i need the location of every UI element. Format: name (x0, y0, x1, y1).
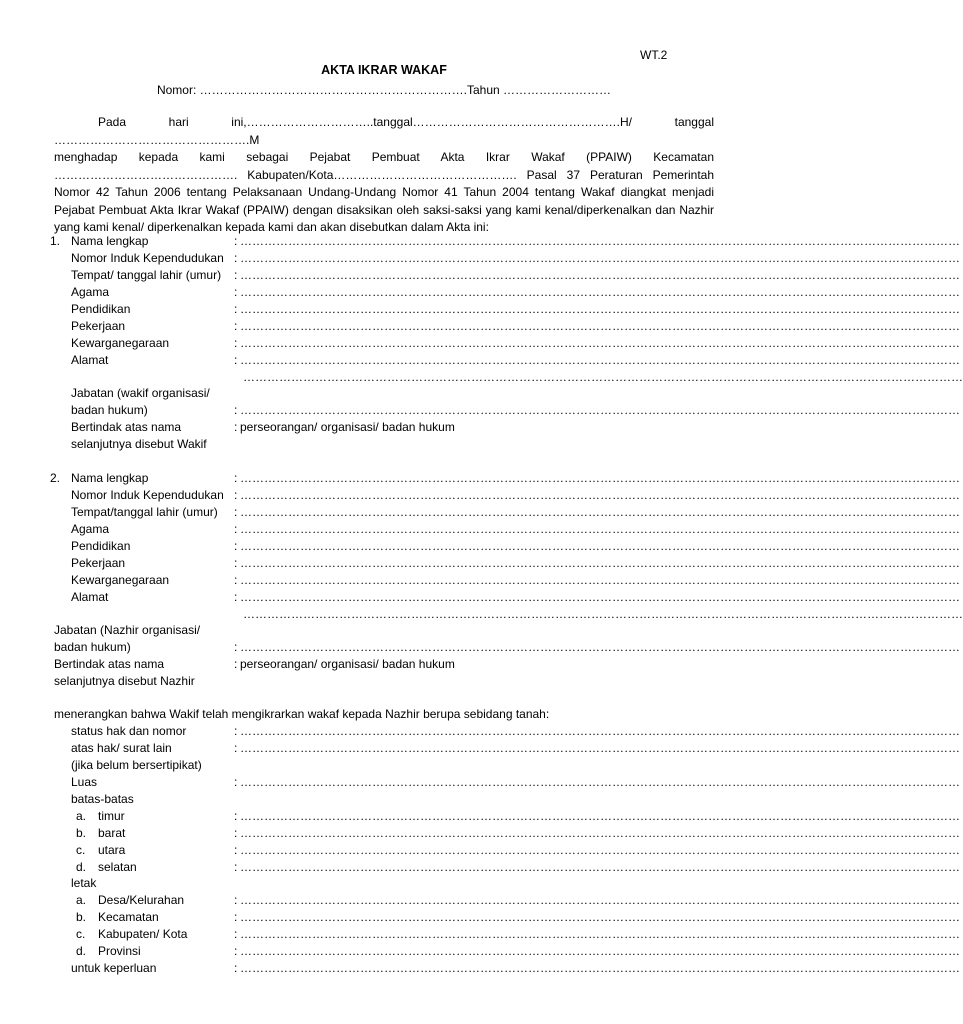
tanah-row-batas-heading (0, 791, 768, 808)
fill-line[interactable]: ……………………………………………………………………………………………………………………………………………………………… (243, 607, 963, 621)
field-colon: : (234, 775, 238, 789)
sub-letter: d. (76, 860, 87, 874)
field-colon: : (234, 893, 238, 907)
field-colon: : (234, 657, 238, 671)
fill-line[interactable]: ……………………………………………………………………………………………………………………………………………………………… (240, 302, 960, 316)
intro-paragraph (54, 114, 714, 237)
field-label: Agama (71, 522, 110, 536)
intro-rest: menghadap kepada kami sebagai Pejabat Pembuat Akta Ikrar Wakaf (PPAIW) Kecamatan ………………………………………. Kabupaten/Kota………………………………………. Pasal 37 Peraturan Pemerintah Nomor 42 Tahun 2006 tentang Pelaksanaan Undang-Undang Nomor 41 Tahun 2004 tentang Wakaf diangkat menjadi Pejabat Pembuat Akta Ikrar Wakaf (PPAIW) dengan disaksikan oleh saksi-saksi yang kami kenal/diperkenalkan dan Nazhir yang kami kenal/ diperkenalkan kepada kami dan akan disebutkan dalam Akta ini: (54, 150, 714, 234)
wakif-row-pekerjaan (0, 318, 960, 335)
tanah-row-keperluan (0, 960, 960, 977)
field-label: Alamat (71, 353, 109, 367)
intro-line-1: Pada hari ini,…………………………..tanggal…………………………………………….H/ tanggal ………………………………………….M (54, 115, 714, 147)
sub-letter: a. (76, 809, 87, 823)
bertindak-label: Bertindak atas nama (71, 420, 182, 434)
fill-line[interactable]: ……………………………………………………………………………………………………………………………………………………………… (240, 826, 960, 840)
fill-line[interactable]: ……………………………………………………………………………………………………………………………………………………………… (240, 403, 960, 417)
field-label: Kewarganegaraan (71, 573, 170, 587)
tanah-row-status-3 (0, 757, 768, 774)
jabatan-label: badan hukum) (54, 640, 131, 654)
field-colon: : (234, 573, 238, 587)
fill-line[interactable]: ……………………………………………………………………………………………………………………………………………………………… (240, 961, 960, 975)
field-label: Tempat/tanggal lahir (umur) (71, 505, 218, 519)
wakif-row-jabatan-2 (0, 402, 960, 419)
field-label: Pekerjaan (71, 556, 126, 570)
nazhir-row-bertindak (0, 656, 768, 673)
field-colon: : (234, 826, 238, 840)
tanah-row-batas-utara (0, 842, 960, 859)
field-colon: : (234, 522, 238, 536)
sub-letter: c. (76, 843, 86, 857)
fill-line[interactable]: ……………………………………………………………………………………………………………………………………………………………… (240, 336, 960, 350)
field-colon: : (234, 505, 238, 519)
fill-line[interactable]: ……………………………………………………………………………………………………………………………………………………………… (240, 319, 960, 333)
nazhir-row-jabatan-1 (0, 622, 768, 639)
tanah-row-status-1 (0, 723, 960, 740)
fill-line[interactable]: ……………………………………………………………………………………………………………………………………………………………… (240, 944, 960, 958)
field-colon: : (234, 724, 238, 738)
nazhir-row-bertindak-2 (0, 673, 768, 690)
field-colon: : (234, 927, 238, 941)
field-colon: : (234, 843, 238, 857)
field-colon: : (234, 640, 238, 654)
sub-letter: d. (76, 944, 87, 958)
field-colon: : (234, 741, 238, 755)
nazhir-row-alamat-cont (0, 606, 963, 623)
wakif-row-jabatan-1 (0, 385, 768, 402)
field-label: Nomor Induk Kependudukan (71, 251, 224, 265)
fill-line[interactable]: ……………………………………………………………………………………………………………………………………………………………… (240, 353, 960, 367)
fill-line[interactable]: ……………………………………………………………………………………………………………………………………………………………… (240, 505, 960, 519)
fill-line[interactable]: ……………………………………………………………………………………………………………………………………………………………… (240, 251, 960, 265)
fill-line[interactable]: ……………………………………………………………………………………………………………………………………………………………… (240, 522, 960, 536)
field-label: Kecamatan (98, 910, 159, 924)
field-label: utara (98, 843, 126, 857)
sub-letter: c. (76, 927, 86, 941)
nazhir-row-pendidikan (0, 538, 960, 555)
wakif-row-bertindak-2 (0, 436, 768, 453)
field-colon: : (234, 961, 238, 975)
field-colon: : (234, 910, 238, 924)
field-label: status hak dan nomor (71, 724, 187, 738)
field-colon: : (234, 420, 238, 434)
sub-letter: b. (76, 826, 87, 840)
nazhir-row-nama (0, 470, 960, 487)
field-label: untuk keperluan (71, 961, 157, 975)
field-label: Luas (71, 775, 98, 789)
fill-line[interactable]: ……………………………………………………………………………………………………………………………………………………………… (240, 893, 960, 907)
fill-line[interactable]: ……………………………………………………………………………………………………………………………………………………………… (240, 860, 960, 874)
field-label: Pekerjaan (71, 319, 126, 333)
field-label: Provinsi (98, 944, 141, 958)
field-colon: : (234, 539, 238, 553)
field-label: Kewarganegaraan (71, 336, 170, 350)
field-colon: : (234, 556, 238, 570)
bertindak-label: selanjutnya disebut Wakif (71, 437, 207, 451)
wakif-row-kewarganegaraan (0, 335, 960, 352)
field-colon: : (234, 285, 238, 299)
field-colon: : (234, 488, 238, 502)
jabatan-label: Jabatan (wakif organisasi/ (71, 386, 210, 400)
fill-line[interactable]: ……………………………………………………………………………………………………………………………………………………………… (243, 370, 963, 384)
wakif-number: 1. (50, 234, 61, 248)
sub-letter: b. (76, 910, 87, 924)
fill-line[interactable]: ……………………………………………………………………………………………………………………………………………………………… (240, 234, 960, 248)
field-label: Tempat/ tanggal lahir (umur) (71, 268, 222, 282)
letak-heading: letak (71, 876, 97, 890)
nazhir-row-agama (0, 521, 960, 538)
field-colon: : (234, 403, 238, 417)
nazhir-row-alamat (0, 589, 960, 606)
nazhir-row-ttl (0, 504, 960, 521)
document-title: AKTA IKRAR WAKAF (321, 63, 447, 77)
field-label: Desa/Kelurahan (98, 893, 185, 907)
wakif-row-nik (0, 250, 960, 267)
fill-line[interactable]: ……………………………………………………………………………………………………………………………………………………………… (240, 741, 960, 755)
bertindak-value: perseorangan/ organisasi/ badan hukum (240, 657, 455, 671)
field-colon: : (234, 944, 238, 958)
nomor-line: Nomor: ………………………………………………………….Tahun ……………………… (156, 83, 612, 97)
fill-line[interactable]: ……………………………………………………………………………………………………………………………………………………………… (240, 724, 960, 738)
tanah-heading: menerangkan bahwa Wakif telah mengikrarkan wakaf kepada Nazhir berupa sebidang tanah: (54, 707, 550, 721)
field-colon: : (234, 251, 238, 265)
wakif-row-alamat-cont (0, 369, 963, 386)
nazhir-number: 2. (50, 471, 61, 485)
fill-line[interactable]: ……………………………………………………………………………………………………………………………………………………………… (240, 640, 960, 654)
field-label: (jika belum bersertipikat) (71, 758, 202, 772)
field-colon: : (234, 336, 238, 350)
wakif-row-agama (0, 284, 960, 301)
field-colon: : (234, 268, 238, 282)
fill-line[interactable]: ……………………………………………………………………………………………………………………………………………………………… (240, 556, 960, 570)
field-label: Agama (71, 285, 110, 299)
field-label: Kabupaten/ Kota (98, 927, 188, 941)
batas-heading: batas-batas (71, 792, 134, 806)
wakif-row-bertindak (0, 419, 768, 436)
fill-line[interactable]: ……………………………………………………………………………………………………………………………………………………………… (240, 809, 960, 823)
fill-line[interactable]: ……………………………………………………………………………………………………………………………………………………………… (240, 573, 960, 587)
field-label: atas hak/ surat lain (71, 741, 172, 755)
fill-line[interactable]: ……………………………………………………………………………………………………………………………………………………………… (240, 488, 960, 502)
field-colon: : (234, 353, 238, 367)
field-label: timur (98, 809, 125, 823)
tanah-row-letak-kecamatan (0, 909, 960, 926)
field-label: Pendidikan (71, 302, 131, 316)
field-colon: : (234, 302, 238, 316)
tanah-heading-row (0, 706, 768, 723)
field-colon: : (234, 809, 238, 823)
tanah-row-batas-timur (0, 808, 960, 825)
field-colon: : (234, 590, 238, 604)
form-code: WT.2 (640, 48, 668, 62)
fill-line[interactable]: ……………………………………………………………………………………………………………………………………………………………… (240, 927, 960, 941)
wakif-row-ttl (0, 267, 960, 284)
nazhir-row-nik (0, 487, 960, 504)
nazhir-row-jabatan-2 (0, 639, 960, 656)
tanah-row-letak-kabupaten (0, 926, 960, 943)
field-colon: : (234, 319, 238, 333)
tanah-row-luas (0, 774, 960, 791)
field-colon: : (234, 234, 238, 248)
field-label: Nama lengkap (71, 471, 149, 485)
wakif-row-nama (0, 233, 960, 250)
bertindak-label: selanjutnya disebut Nazhir (54, 674, 195, 688)
field-label: selatan (98, 860, 137, 874)
tanah-row-batas-selatan (0, 859, 960, 876)
fill-line[interactable]: ……………………………………………………………………………………………………………………………………………………………… (240, 775, 960, 789)
field-label: barat (98, 826, 126, 840)
tanah-row-letak-provinsi (0, 943, 960, 960)
bertindak-label: Bertindak atas nama (54, 657, 165, 671)
nazhir-row-kewarganegaraan (0, 572, 960, 589)
tanah-row-letak-heading (0, 875, 768, 892)
field-label: Nama lengkap (71, 234, 149, 248)
jabatan-label: Jabatan (Nazhir organisasi/ (54, 623, 201, 637)
fill-line[interactable]: ……………………………………………………………………………………………………………………………………………………………… (240, 285, 960, 299)
wakif-row-alamat (0, 352, 960, 369)
field-label: Pendidikan (71, 539, 131, 553)
tanah-row-status-2 (0, 740, 960, 757)
fill-line[interactable]: ……………………………………………………………………………………………………………………………………………………………… (240, 539, 960, 553)
fill-line[interactable]: ……………………………………………………………………………………………………………………………………………………………… (240, 268, 960, 282)
nazhir-row-pekerjaan (0, 555, 960, 572)
fill-line[interactable]: ……………………………………………………………………………………………………………………………………………………………… (240, 471, 960, 485)
field-label: Alamat (71, 590, 109, 604)
field-colon: : (234, 860, 238, 874)
field-label: Nomor Induk Kependudukan (71, 488, 224, 502)
field-colon: : (234, 471, 238, 485)
fill-line[interactable]: ……………………………………………………………………………………………………………………………………………………………… (240, 910, 960, 924)
sub-letter: a. (76, 893, 87, 907)
tanah-row-batas-barat (0, 825, 960, 842)
fill-line[interactable]: ……………………………………………………………………………………………………………………………………………………………… (240, 843, 960, 857)
bertindak-value: perseorangan/ organisasi/ badan hukum (240, 420, 455, 434)
jabatan-label: badan hukum) (71, 403, 148, 417)
fill-line[interactable]: ……………………………………………………………………………………………………………………………………………………………… (240, 590, 960, 604)
tanah-row-letak-desa (0, 892, 960, 909)
wakif-row-pendidikan (0, 301, 960, 318)
